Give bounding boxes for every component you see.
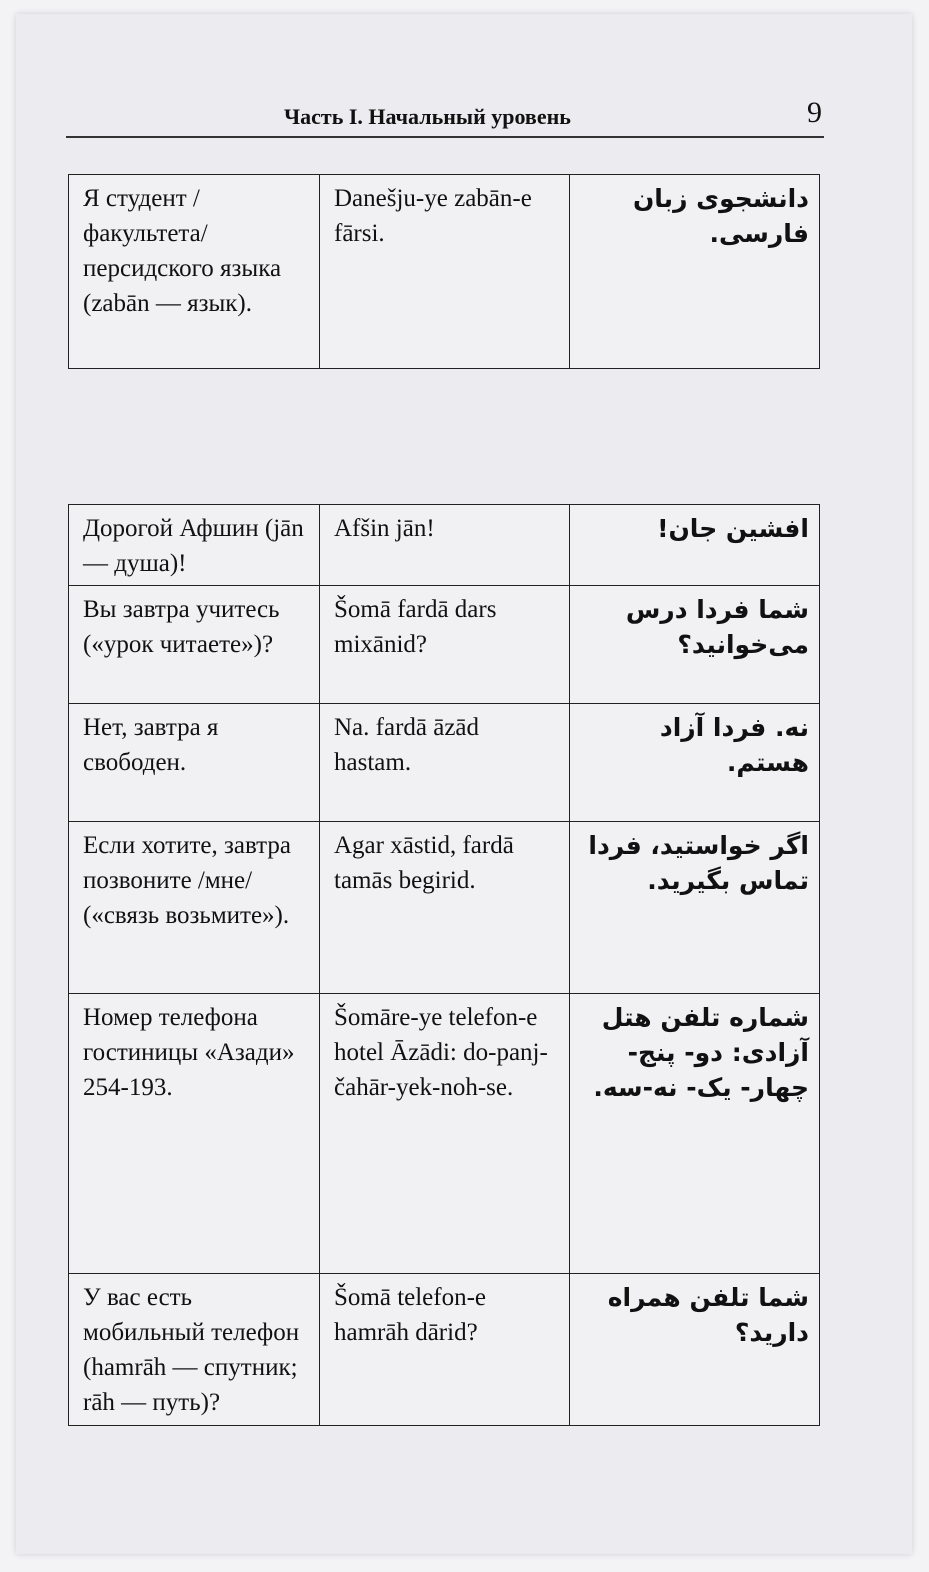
russian-cell: Вы завтра учитесь («урок читаете»)? bbox=[69, 586, 320, 704]
persian-cell: دانشجوی زبان فارسی. bbox=[570, 175, 820, 369]
persian-cell: نه. فردا آزاد هستم. bbox=[570, 704, 820, 822]
page-number: 9 bbox=[807, 96, 822, 129]
transliteration-cell: Šomā telefon-e hamrāh dārid? bbox=[320, 1274, 570, 1426]
persian-cell: اگر خواستید، فردا تماس بگیرید. bbox=[570, 822, 820, 994]
russian-cell: Номер телефона гостиницы «Азади» 254-193. bbox=[69, 994, 320, 1274]
vocab-table-top bbox=[68, 174, 820, 369]
table-row bbox=[69, 175, 820, 369]
running-header bbox=[66, 96, 824, 138]
table-row bbox=[69, 994, 820, 1274]
persian-cell: شما فردا درس می‌خوانید؟ bbox=[570, 586, 820, 704]
persian-cell: افشین جان! bbox=[570, 505, 820, 586]
russian-cell: Я студент /факультета/ персидского языка (zabān — язык). bbox=[69, 175, 320, 369]
table-row bbox=[69, 704, 820, 822]
transliteration-cell: Šomāre-ye telefon-e hotel Āzādi: do-panj-čahār-yek-noh-se. bbox=[320, 994, 570, 1274]
vocab-table-main bbox=[68, 504, 820, 1426]
table-row bbox=[69, 822, 820, 994]
table-row bbox=[69, 586, 820, 704]
persian-cell: شماره تلفن هتل آزادی: دو- پنج- چهار- یک- نه-سه. bbox=[570, 994, 820, 1274]
transliteration-cell: Afšin jān! bbox=[320, 505, 570, 586]
persian-cell: شما تلفن همراه دارید؟ bbox=[570, 1274, 820, 1426]
transliteration-cell: Agar xāstid, fardā tamās begirid. bbox=[320, 822, 570, 994]
transliteration-cell: Na. fardā āzād hastam. bbox=[320, 704, 570, 822]
transliteration-cell: Šomā fardā dars mixānid? bbox=[320, 586, 570, 704]
table-row bbox=[69, 1274, 820, 1426]
russian-cell: Если хотите, завтра позвоните /мне/ («связь возьмите»). bbox=[69, 822, 320, 994]
russian-cell: Дорогой Афшин (jān — душа)! bbox=[69, 505, 320, 586]
header-title: Часть I. Начальный уровень bbox=[284, 104, 571, 129]
russian-cell: У вас есть мобильный телефон (hamrāh — спутник; rāh — путь)? bbox=[69, 1274, 320, 1426]
russian-cell: Нет, завтра я свободен. bbox=[69, 704, 320, 822]
table-row bbox=[69, 505, 820, 586]
transliteration-cell: Danešju-ye zabān-e fārsi. bbox=[320, 175, 570, 369]
